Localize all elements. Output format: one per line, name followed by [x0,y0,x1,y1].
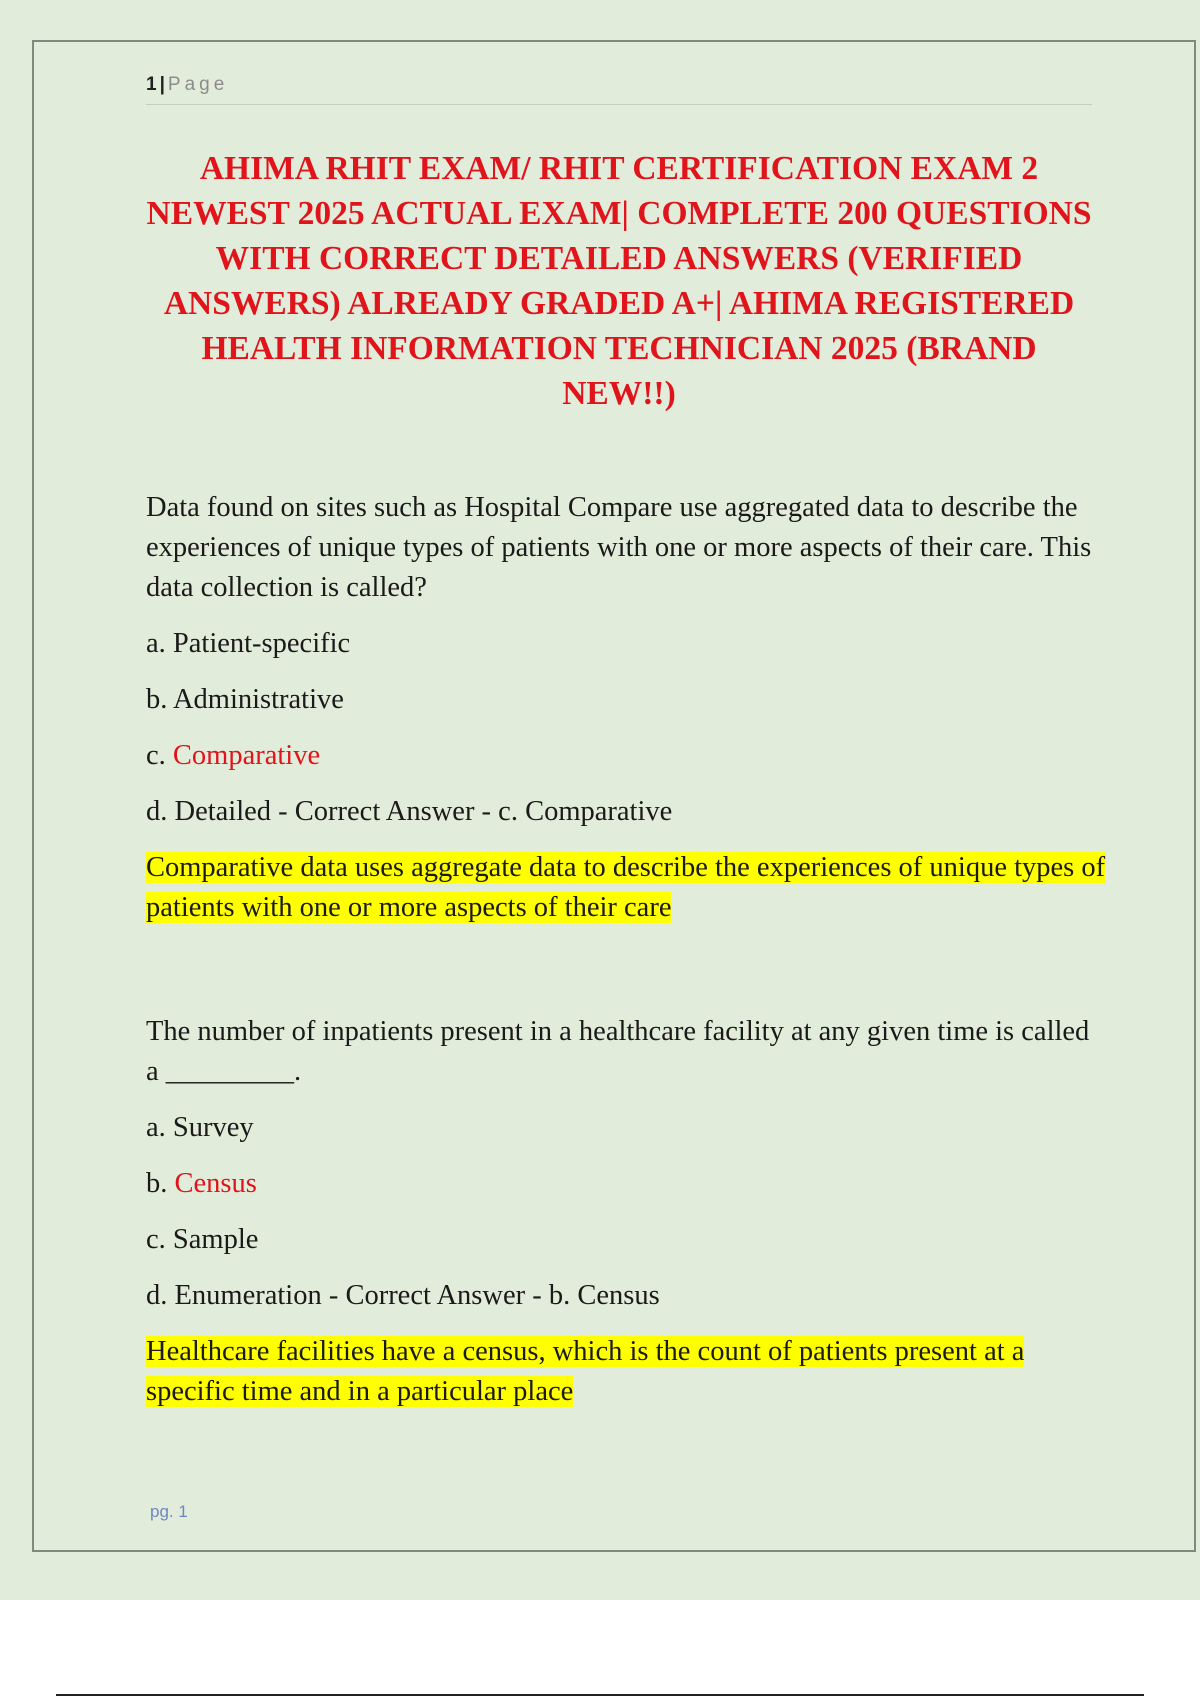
option-prefix: c. [146,740,166,771]
question-2-option-c [146,1220,1106,1260]
header-separator: | [159,74,165,95]
option-prefix: d. [146,796,168,827]
question-2-text: The number of inpatients present in a healthcare facility at any given time is called a _________. [146,1016,1090,1087]
option-prefix: a. [146,1112,166,1143]
option-text: Detailed - Correct Answer - c. Comparative [174,796,673,827]
option-prefix: c. [146,1224,166,1255]
question-1-explanation [146,848,1106,928]
page-footer: pg. 1 [150,1502,188,1521]
page-header [146,74,1092,105]
question-1-option-c [146,736,1106,776]
correct-option-text: Comparative [172,740,321,771]
question-2-option-a [146,1108,1106,1148]
header-page-label: Page [167,74,229,95]
option-prefix: b. [146,684,168,715]
option-text: Administrative [172,684,344,715]
question-2-option-b [146,1164,1106,1204]
option-prefix: d. [146,1280,168,1311]
option-text: Sample [172,1224,259,1255]
correct-option-text: Census [174,1168,257,1199]
document-title: AHIMA RHIT EXAM/ RHIT CERTIFICATION EXAM 2 NEWEST 2025 ACTUAL EXAM| COMPLETE 200 QUESTIONS WITH CORRECT DETAILED ANSWERS (VERIFIED ANSWERS) ALREADY GRADED A+| AHIMA REGISTERED HEALTH INFORMATION TECHNICIAN 2025 (BRAND NEW!!) [146,150,1092,412]
question-2-option-d [146,1276,1106,1316]
question-1-text: Data found on sites such as Hospital Compare use aggregated data to describe the experiences of unique types of patients with one or more aspects of their care. This data collection is called? [146,492,1092,603]
bottom-divider [56,1694,1144,1696]
highlighted-explanation: Healthcare facilities have a census, which is the count of patients present at a specific time and in a particular place [146,1336,1025,1407]
header-page-number: 1 [146,74,157,95]
option-text: Survey [172,1112,254,1143]
document-page [32,40,1196,1552]
option-prefix: a. [146,628,166,659]
question-1-option-a [146,624,1106,664]
option-text: Patient-specific [172,628,351,659]
question-1-option-b [146,680,1106,720]
highlighted-explanation: Comparative data uses aggregate data to describe the experiences of unique types of patients with one or more aspects of their care [146,852,1106,923]
option-prefix: b. [146,1168,168,1199]
question-2-explanation [146,1332,1106,1412]
option-text: Enumeration - Correct Answer - b. Census [174,1280,660,1311]
document-body [146,488,1106,1412]
question-1-option-d [146,792,1106,832]
